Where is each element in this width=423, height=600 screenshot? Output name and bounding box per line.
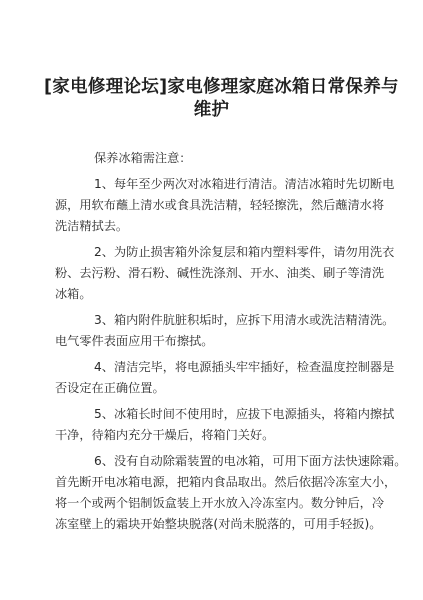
item-3-line-2: 电气零件表面应用干布擦拭。 [55,334,214,348]
document-title-line-2: 维护 [193,100,230,120]
item-6-line-3: 将一个或两个铝制饭盒装上开水放入冷冻室内。数分钟后，冷 [55,496,385,510]
intro-line: 保养冰箱需注意： [94,151,192,165]
item-6-line-2: 首先断开电冰箱电源，把箱内食品取出。然后依据冷冻室大小， [55,475,397,489]
item-1-line-1: 1、每年至少两次对冰箱进行清洁。清洁冰箱时先切断电 [94,177,395,191]
item-1-line-2: 源，用软布蘸上清水或食具洗洁精，轻轻擦洗，然后蘸清水将 [55,198,385,212]
item-2-line-2: 粉、去污粉、滑石粉、碱性洗涤剂、开水、油类、刷子等清洗 [55,266,385,280]
item-2-line-3: 冰箱。 [55,287,92,301]
item-6-line-4: 冻室壁上的霜块开始整块脱落(对尚未脱落的，可用手轻扳)。 [55,517,382,531]
item-5-line-1: 5、冰箱长时间不使用时，应拔下电源插头，将箱内擦拭 [94,407,395,421]
item-6-line-1: 6、没有自动除霜装置的电冰箱，可用下面方法快速除霜。 [94,454,407,468]
item-3-line-1: 3、箱内附件肮脏积垢时，应拆下用清水或洗洁精清洗。 [94,313,395,327]
item-4-line-2: 否设定在正确位置。 [55,381,165,395]
item-2-line-1: 2、为防止损害箱外涂复层和箱内塑料零件，请勿用洗衣 [94,245,395,259]
document-title-line-1: [家电修理论坛]家电修理家庭冰箱日常保养与 [44,77,399,97]
item-1-line-3: 洗洁精拭去。 [55,219,129,233]
item-5-line-2: 干净，待箱内充分干燥后，将箱门关好。 [55,428,275,442]
item-4-line-1: 4、清洁完毕，将电源插头牢牢插好，检查温度控制器是 [94,360,395,374]
